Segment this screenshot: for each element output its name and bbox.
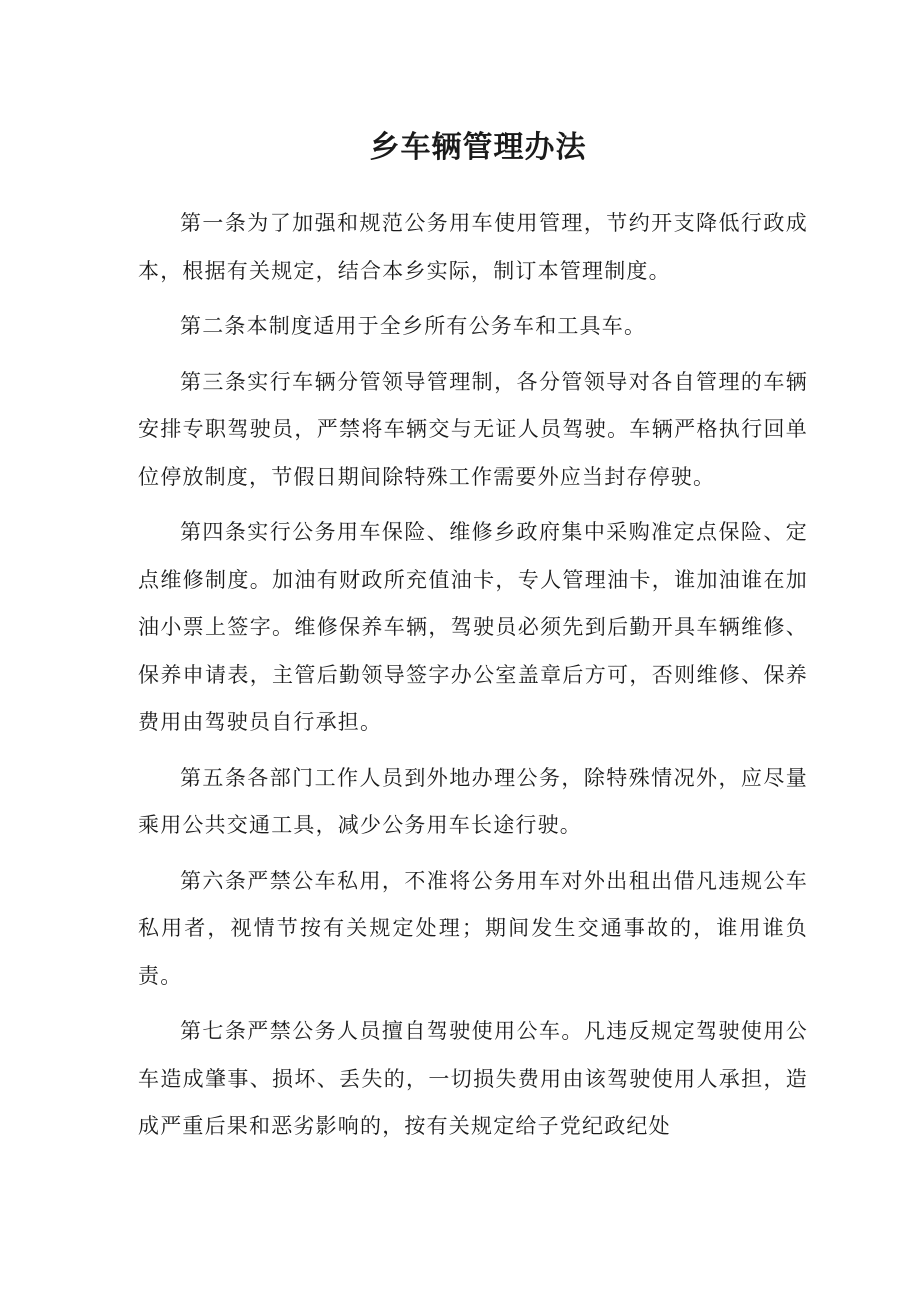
article-5: 第五条各部门工作人员到外地办理公务，除特殊情况外，应尽量乘用公共交通工具，减少公务用车长途行驶。 <box>138 765 808 837</box>
article-2: 第二条本制度适用于全乡所有公务车和工具车。 <box>180 314 647 338</box>
article-1: 第一条为了加强和规范公务用车使用管理，节约开支降低行政成本，根据有关规定，结合本乡实际，制订本管理制度。 <box>138 211 808 283</box>
article-4: 第四条实行公务用车保险、维修乡政府集中采购准定点保险、定点维修制度。加油有财政所充值油卡，专人管理油卡，谁加油谁在加油小票上签字。维修保养车辆，驾驶员必须先到后勤开具车辆维修、保养申请表，主管后勤领导签字办公室盖章后方可，否则维修、保养费用由驾驶员自行承担。 <box>138 520 808 734</box>
article-7: 第七条严禁公务人员擅自驾驶使用公车。凡违反规定驾驶使用公车造成肇事、损坏、丢失的，一切损失费用由该驾驶使用人承担，造成严重后果和恶劣影响的，按有关规定给子党纪政纪处 <box>138 1019 808 1138</box>
document-title: 乡车辆管理办法 <box>369 130 587 165</box>
article-6: 第六条严禁公车私用，不准将公务用车对外出租出借凡违规公车私用者，视情节按有关规定处理；期间发生交通事故的，谁用谁负责。 <box>138 868 808 988</box>
article-3: 第三条实行车辆分管领导管理制，各分管领导对各自管理的车辆安排专职驾驶员，严禁将车辆交与无证人员驾驶。车辆严格执行回单位停放制度，节假日期间除特殊工作需要外应当封存停驶。 <box>138 369 808 489</box>
